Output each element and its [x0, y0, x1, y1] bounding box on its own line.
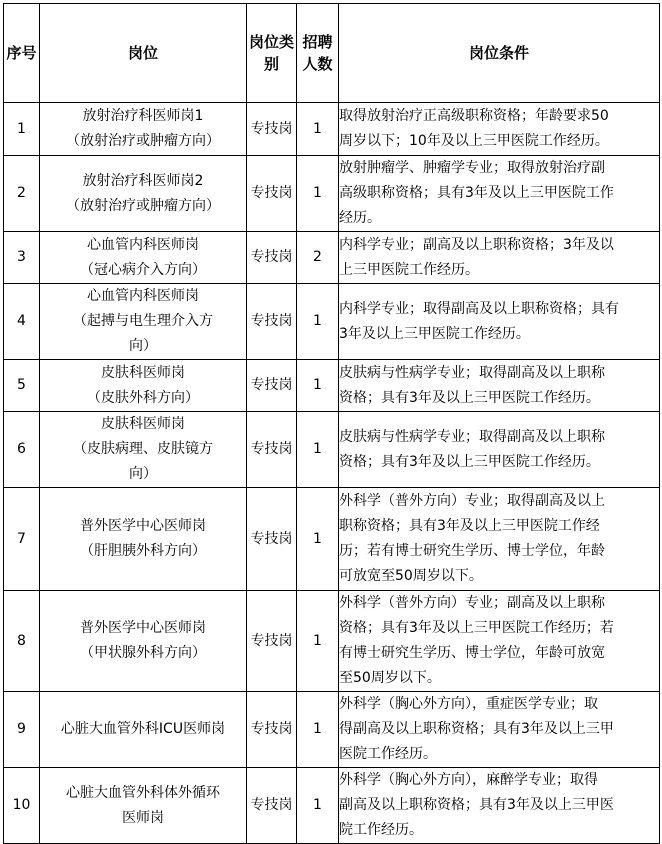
- requirement-line: 历；若有博士研究生学历、博士学位，年龄: [339, 543, 605, 559]
- recruitment-table: [3, 3, 660, 844]
- position-type: 专技岗: [247, 103, 297, 156]
- position-line: （放射治疗或肿瘤方向）: [66, 133, 220, 149]
- requirement-line: 周岁以下；10年及以上三甲医院工作经历。: [339, 133, 609, 149]
- table-row: [4, 488, 660, 591]
- table-row: [4, 232, 660, 284]
- position-name: [40, 692, 247, 768]
- requirements: [339, 591, 660, 692]
- position-line: （皮肤外科方向）: [87, 389, 199, 406]
- row-number: 10: [4, 768, 40, 844]
- hire-count: 2: [297, 232, 339, 284]
- requirements: [339, 156, 660, 232]
- requirement-line: 皮肤病与性病学专业；取得副高及以上职称: [339, 364, 605, 381]
- position-line: （冠心病介入方向）: [80, 261, 206, 278]
- requirement-line: 高级职称资格；具有3年及以上三甲医院工作: [339, 185, 614, 201]
- position-line: 皮肤科医师岗: [101, 416, 185, 432]
- requirement-line: 外科学（普外方向）专业；副高及以上职称: [339, 595, 605, 611]
- row-number: 2: [4, 156, 40, 232]
- requirement-line: 放射肿瘤学、肿瘤学专业；取得放射治疗副: [339, 160, 605, 176]
- position-line: （皮肤病理、皮肤镜方: [73, 441, 213, 457]
- position-name: [40, 488, 247, 591]
- position-name: [40, 103, 247, 156]
- position-name: [40, 232, 247, 284]
- table-body: [4, 103, 660, 844]
- hire-count: 1: [297, 412, 339, 488]
- row-number: 7: [4, 488, 40, 591]
- requirement-line: 外科学（胸心外方向），麻醉学专业；取得: [339, 772, 598, 788]
- table-row: [4, 692, 660, 768]
- hire-count: 1: [297, 360, 339, 412]
- hire-count: 1: [297, 488, 339, 591]
- hire-count: 1: [297, 768, 339, 844]
- header-count: 招聘人数: [297, 4, 339, 103]
- requirement-line: 有博士研究生学历、博士学位，年龄可放宽: [339, 645, 605, 661]
- requirement-line: 资格；具有3年及以上三甲医院工作经历；若: [339, 620, 614, 636]
- position-line: 普外医学中心医师岗: [80, 620, 206, 636]
- position-name: [40, 412, 247, 488]
- header-type: 岗位类别: [247, 4, 297, 103]
- table-row: [4, 591, 660, 692]
- position-line: 向）: [129, 466, 157, 482]
- requirement-line: 经历。: [339, 210, 381, 226]
- table-row: [4, 412, 660, 488]
- requirement-line: 资格；具有3年及以上三甲医院工作经历。: [339, 389, 600, 406]
- header-position: 岗位: [40, 4, 247, 103]
- hire-count: 1: [297, 591, 339, 692]
- position-type: 专技岗: [247, 488, 297, 591]
- position-line: （起搏与电生理介入方: [73, 313, 213, 329]
- position-line: 心血管内科医师岗: [87, 236, 199, 253]
- requirements: [339, 692, 660, 768]
- row-number: 3: [4, 232, 40, 284]
- header-row: [4, 4, 660, 103]
- row-number: 5: [4, 360, 40, 412]
- requirements: [339, 360, 660, 412]
- requirement-line: 外科学（普外方向）专业；取得副高及以上: [339, 493, 605, 509]
- requirements: [339, 412, 660, 488]
- position-line: 心脏大血管外科ICU医师岗: [60, 721, 226, 737]
- position-line: 向）: [129, 338, 157, 354]
- header-requirements: 岗位条件: [339, 4, 660, 103]
- position-type: 专技岗: [247, 156, 297, 232]
- requirement-line: 得副高及以上职称资格；具有3年及以上三甲: [339, 721, 614, 737]
- requirement-line: 职称资格；具有3年及以上三甲医院工作经: [339, 518, 600, 534]
- requirement-line: 医院工作经历。: [339, 746, 437, 762]
- position-type: 专技岗: [247, 412, 297, 488]
- requirement-line: 内科学专业；副高及以上职称资格；3年及以: [339, 236, 614, 253]
- position-line: 皮肤科医师岗: [101, 364, 185, 381]
- position-type: 专技岗: [247, 692, 297, 768]
- position-type: 专技岗: [247, 232, 297, 284]
- row-number: 9: [4, 692, 40, 768]
- table-row: [4, 103, 660, 156]
- requirements: [339, 232, 660, 284]
- requirements: [339, 488, 660, 591]
- requirement-line: 上三甲医院工作经历。: [339, 261, 479, 278]
- position-line: 放射治疗科医师岗1: [82, 108, 204, 124]
- requirements: [339, 284, 660, 360]
- requirement-line: 3年及以上三甲医院工作经历。: [339, 325, 530, 342]
- table-row: [4, 360, 660, 412]
- position-name: [40, 768, 247, 844]
- table-row: [4, 156, 660, 232]
- header-num: 序号: [4, 4, 40, 103]
- position-line: （甲状腺外科方向）: [80, 645, 206, 661]
- requirement-line: 至50周岁以下。: [339, 670, 441, 686]
- position-line: （肝胆胰外科方向）: [80, 543, 206, 559]
- row-number: 6: [4, 412, 40, 488]
- requirement-line: 皮肤病与性病学专业；取得副高及以上职称: [339, 428, 605, 445]
- table-row: [4, 768, 660, 844]
- position-line: 心血管内科医师岗: [87, 288, 199, 304]
- position-name: [40, 156, 247, 232]
- row-number: 1: [4, 103, 40, 156]
- requirement-line: 可放宽至50周岁以下。: [339, 568, 483, 584]
- hire-count: 1: [297, 103, 339, 156]
- requirements: [339, 768, 660, 844]
- position-name: [40, 591, 247, 692]
- position-type: 专技岗: [247, 768, 297, 844]
- requirement-line: 副高及以上职称资格；具有3年及以上三甲医: [339, 797, 614, 813]
- position-name: [40, 360, 247, 412]
- requirement-line: 院工作经历。: [339, 822, 423, 838]
- position-line: 普外医学中心医师岗: [80, 518, 206, 534]
- table-row: [4, 284, 660, 360]
- position-line: 放射治疗科医师岗2: [82, 172, 204, 189]
- requirement-line: 内科学专业；取得副高及以上职称资格；具有: [339, 300, 619, 317]
- hire-count: 1: [297, 284, 339, 360]
- requirement-line: 外科学（胸心外方向），重症医学专业；取: [339, 696, 598, 712]
- row-number: 8: [4, 591, 40, 692]
- requirement-line: 取得放射治疗正高级职称资格；年龄要求50: [339, 108, 609, 124]
- hire-count: 1: [297, 692, 339, 768]
- position-line: 医师岗: [122, 809, 164, 826]
- requirement-line: 资格；具有3年及以上三甲医院工作经历。: [339, 453, 600, 470]
- requirements: [339, 103, 660, 156]
- position-line: 心脏大血管外科体外循环: [66, 784, 220, 801]
- position-type: 专技岗: [247, 284, 297, 360]
- position-type: 专技岗: [247, 591, 297, 692]
- hire-count: 1: [297, 156, 339, 232]
- position-name: [40, 284, 247, 360]
- position-line: （放射治疗或肿瘤方向）: [66, 197, 220, 214]
- position-type: 专技岗: [247, 360, 297, 412]
- row-number: 4: [4, 284, 40, 360]
